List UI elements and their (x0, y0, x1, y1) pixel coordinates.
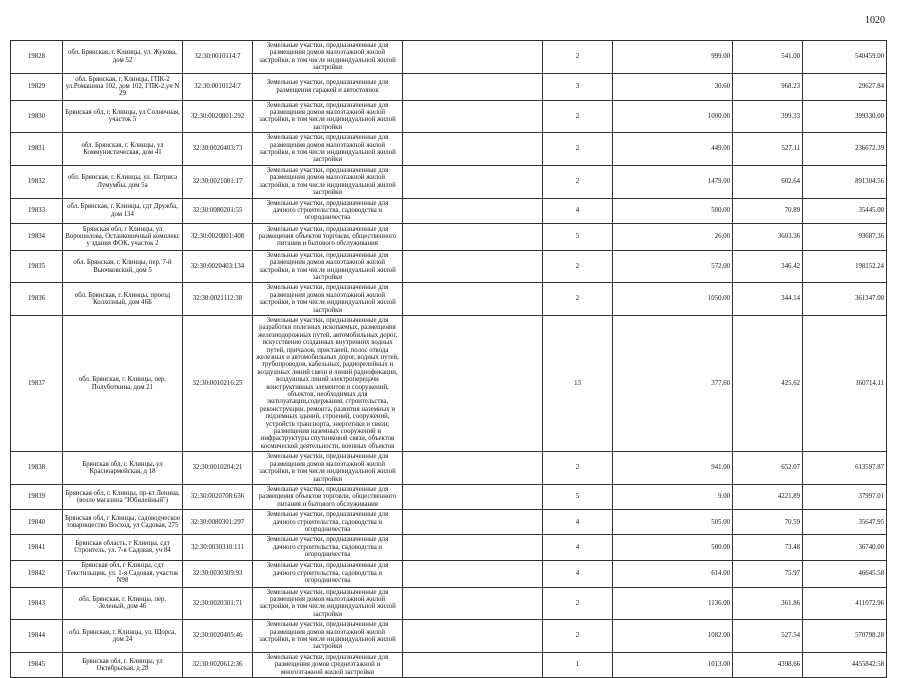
use-group-cell: 2 (543, 620, 613, 653)
row-number: 19831 (11, 133, 63, 166)
specific-value-cell: 70.89 (733, 198, 803, 223)
area-cell: 449.00 (613, 133, 733, 166)
specific-value-cell: 4221.89 (733, 484, 803, 509)
cadastral-number-cell: 32:30:0030310:111 (183, 535, 253, 560)
cadastral-value-cell: 198152.24 (803, 250, 887, 283)
address-cell: обл. Брянская, г. Клинцы, пер. Полуботкина, дом 21 (63, 315, 183, 451)
cadastral-value-cell: 570798.28 (803, 620, 887, 653)
cadastral-number-cell: 32:30:0020801:408 (183, 223, 253, 250)
area-cell: 30.60 (613, 73, 733, 100)
cadastral-number-cell: 32:30:0021001:17 (183, 165, 253, 198)
row-number: 19836 (11, 283, 63, 316)
permitted-use-cell: Земельные участки, предназначенные для размещения домов малоэтажной жилой застройки, в том числе индивидуальной жилой застройки (253, 250, 403, 283)
row-number: 19830 (11, 100, 63, 133)
specific-value-cell: 968.23 (733, 73, 803, 100)
area-cell: 1136.00 (613, 587, 733, 620)
cadastral-value-cell: 35445.00 (803, 198, 887, 223)
use-group-cell: 3 (543, 73, 613, 100)
blank-cell (403, 535, 543, 560)
table-row (11, 315, 887, 451)
area-cell: 999.00 (613, 41, 733, 74)
cadastral-value-cell: 160714.11 (803, 315, 887, 451)
row-number: 19843 (11, 587, 63, 620)
cadastral-number-cell: 32:30:0020301:71 (183, 587, 253, 620)
table-row (11, 560, 887, 587)
cadastral-value-cell: 236672.39 (803, 133, 887, 166)
table-row (11, 198, 887, 223)
blank-cell (403, 41, 543, 74)
area-cell: 500.00 (613, 535, 733, 560)
area-cell: 1013.00 (613, 652, 733, 677)
cadastral-value-cell: 37997.01 (803, 484, 887, 509)
page-number: 1020 (865, 15, 885, 26)
use-group-cell: 4 (543, 560, 613, 587)
row-number: 19842 (11, 560, 63, 587)
cadastral-number-cell: 32:30:0021112:38 (183, 283, 253, 316)
area-cell: 500.00 (613, 198, 733, 223)
cadastral-value-cell: 29627.84 (803, 73, 887, 100)
use-group-cell: 4 (543, 198, 613, 223)
address-cell: Брянская обл, г Клинцы, сдт Текстильщик, ул. 1-я Садовая, участок N98 (63, 560, 183, 587)
table-row (11, 620, 887, 653)
table-row (11, 223, 887, 250)
cadastral-value-cell: 93687.36 (803, 223, 887, 250)
use-group-cell: 4 (543, 510, 613, 535)
permitted-use-cell: Земельные участки, предназначенные для размещения домов малоэтажной жилой застройки, в том числе индивидуальной жилой застройки (253, 283, 403, 316)
permitted-use-cell: Земельные участки, предназначенные для разработки полезных ископаемых, размещения железнодорожных путей, автомобильных дорог, искусственно созданных внутренних водных путей, причалов, пристаней, полос отвода железных и автомобильных дорог, водных путей, трубопроводов, кабельных, радиорелейных и воздушных линий связи и линий радиофикации, воздушных линий электропередачи конструктивных элементов и сооружений, объектов, необходимых для эксплуатации,содержания, строительства, реконструкции, ремонта, развития наземных и подземных зданий, строений, сооружений, устройств транспорта, энергетики и связи; размещения наземных сооружений и инфраструктуры спутниковой связи, объектов космической деятельности, военных объектов (253, 315, 403, 451)
cadastral-number-cell: 32:30:0020403:73 (183, 133, 253, 166)
area-cell: 505.00 (613, 510, 733, 535)
permitted-use-cell: Земельные участки, предназначенные для дачного строительства, садоводства и огородничества (253, 510, 403, 535)
use-group-cell: 1 (543, 652, 613, 677)
cadastral-value-cell: 540459.00 (803, 41, 887, 74)
area-cell: 1082.00 (613, 620, 733, 653)
table-row (11, 165, 887, 198)
specific-value-cell: 361.86 (733, 587, 803, 620)
cadastral-value-cell: 399330.00 (803, 100, 887, 133)
table-row (11, 510, 887, 535)
area-cell: 26.00 (613, 223, 733, 250)
address-cell: обл. Брянская, г. Клинцы, ул Коммунистическая, дом 41 (63, 133, 183, 166)
blank-cell (403, 250, 543, 283)
use-group-cell: 2 (543, 41, 613, 74)
specific-value-cell: 346.42 (733, 250, 803, 283)
cadastral-value-cell: 46645.58 (803, 560, 887, 587)
row-number: 19829 (11, 73, 63, 100)
use-group-cell: 2 (543, 452, 613, 485)
permitted-use-cell: Земельные участки, предназначенные для размещения домов малоэтажной жилой застройки, в том числе индивидуальной жилой застройки (253, 41, 403, 74)
address-cell: обл. Брянская, г. Клинцы, проезд Колхозный, дом 46Б (63, 283, 183, 316)
area-cell: 941.00 (613, 452, 733, 485)
permitted-use-cell: Земельные участки, предназначенные для дачного строительства, садоводства и огородничества (253, 198, 403, 223)
blank-cell (403, 198, 543, 223)
address-cell: обл. Брянская, г. Клинцы, ГПК-2 ул.Ромашина 102, дом 102, ГПК-2,уч N 29 (63, 73, 183, 100)
specific-value-cell: 399.33 (733, 100, 803, 133)
address-cell: Брянская обл, г. Клинцы, ул Октябрьская, д 28 (63, 652, 183, 677)
use-group-cell: 2 (543, 283, 613, 316)
blank-cell (403, 484, 543, 509)
row-number: 19841 (11, 535, 63, 560)
permitted-use-cell: Земельные участки, предназначенные для дачного строительства, садоводства и огородничества (253, 535, 403, 560)
cadastral-number-cell: 32:30:0010124:7 (183, 73, 253, 100)
cadastral-number-cell: 32:30:0010216:25 (183, 315, 253, 451)
area-cell: 9.00 (613, 484, 733, 509)
address-cell: обл. Брянская, г. Клинцы, ул. Патриса Лумумбы, дом 5а (63, 165, 183, 198)
area-cell: 572.00 (613, 250, 733, 283)
blank-cell (403, 587, 543, 620)
address-cell: обл. Брянская, г. Клинцы, сдт Дружба, дом 134 (63, 198, 183, 223)
row-number: 19832 (11, 165, 63, 198)
cadastral-number-cell: 32:30:0020403:134 (183, 250, 253, 283)
table-row (11, 652, 887, 677)
use-group-cell: 2 (543, 133, 613, 166)
blank-cell (403, 620, 543, 653)
permitted-use-cell: Земельные участки, предназначенные для размещения домов малоэтажной жилой застройки, в том числе индивидуальной жилой застройки (253, 452, 403, 485)
cadastral-number-cell: 32:30:0020708:636 (183, 484, 253, 509)
permitted-use-cell: Земельные участки, предназначенные для дачного строительства, садоводства и огородничества (253, 560, 403, 587)
area-cell: 1000.00 (613, 100, 733, 133)
cadastral-value-cell: 891304.56 (803, 165, 887, 198)
permitted-use-cell: Земельные участки, предназначенные для размещения домов малоэтажной жилой застройки, в том числе индивидуальной жилой застройки (253, 100, 403, 133)
permitted-use-cell: Земельные участки, предназначенные для размещения домов малоэтажной жилой застройки, в том числе индивидуальной жилой застройки (253, 165, 403, 198)
specific-value-cell: 3603.36 (733, 223, 803, 250)
permitted-use-cell: Земельные участки, предназначенные для размещения домов среднеэтажной и многоэтажной жилой застройки (253, 652, 403, 677)
specific-value-cell: 527.54 (733, 620, 803, 653)
specific-value-cell: 70.59 (733, 510, 803, 535)
specific-value-cell: 527.11 (733, 133, 803, 166)
blank-cell (403, 100, 543, 133)
cadastral-number-cell: 32:30:0080201:55 (183, 198, 253, 223)
address-cell: обл. Брянская, г. Клинцы, пер. 7-й Вьючковский, дом 5 (63, 250, 183, 283)
address-cell: Брянская обл, г. Клинцы, ул Красноармейская, д 18 (63, 452, 183, 485)
use-group-cell: 4 (543, 535, 613, 560)
table-row (11, 73, 887, 100)
blank-cell (403, 452, 543, 485)
blank-cell (403, 73, 543, 100)
cadastral-number-cell: 32:30:0020612:36 (183, 652, 253, 677)
specific-value-cell: 541.00 (733, 41, 803, 74)
area-cell: 1479.00 (613, 165, 733, 198)
blank-cell (403, 133, 543, 166)
address-cell: Брянская обл, г Клинцы, ул Ворошилова, Останковичный комплекс у здания ФОК, участок 2 (63, 223, 183, 250)
address-cell: Брянская обл, г. Клинцы, пр-кт Ленина, (возле магазина "Юбилейный") (63, 484, 183, 509)
table-row (11, 250, 887, 283)
blank-cell (403, 510, 543, 535)
use-group-cell: 2 (543, 100, 613, 133)
row-number: 19839 (11, 484, 63, 509)
blank-cell (403, 315, 543, 451)
table-row (11, 452, 887, 485)
specific-value-cell: 652.07 (733, 452, 803, 485)
table-row (11, 535, 887, 560)
row-number: 19833 (11, 198, 63, 223)
area-cell: 614.00 (613, 560, 733, 587)
permitted-use-cell: Земельные участки, предназначенные для размещения объектов торговли, общественного питания и бытового обслуживания (253, 223, 403, 250)
address-cell: Брянская обл, г Клинцы, садоводческое товарищество Восход, ул Садовая, 275 (63, 510, 183, 535)
permitted-use-cell: Земельные участки, предназначенные для размещения гаражей и автостоянок (253, 73, 403, 100)
permitted-use-cell: Земельные участки, предназначенные для размещения домов малоэтажной жилой застройки, в том числе индивидуальной жилой застройки (253, 620, 403, 653)
cadastral-number-cell: 32:30:0080301:297 (183, 510, 253, 535)
cadastral-value-table (10, 40, 887, 678)
address-cell: Брянская область, г Клинцы, сдт Строитель, ул. 7-я Садовая, уч 84 (63, 535, 183, 560)
cadastral-number-cell: 32:30:0010204:21 (183, 452, 253, 485)
table-row (11, 587, 887, 620)
use-group-cell: 2 (543, 587, 613, 620)
address-cell: обл. Брянская, г. Клинцы, ул. Щорса, дом 24 (63, 620, 183, 653)
row-number: 19835 (11, 250, 63, 283)
address-cell: обл. Брянская, г. Клинцы, пер. Зеленый, дом 46 (63, 587, 183, 620)
row-number: 19834 (11, 223, 63, 250)
cadastral-value-cell: 35647.95 (803, 510, 887, 535)
cadastral-value-cell: 36740.00 (803, 535, 887, 560)
blank-cell (403, 283, 543, 316)
area-cell: 1050.00 (613, 283, 733, 316)
cadastral-number-cell: 32:30:0010114:7 (183, 41, 253, 74)
use-group-cell: 13 (543, 315, 613, 451)
table-row (11, 484, 887, 509)
cadastral-value-cell: 361347.00 (803, 283, 887, 316)
specific-value-cell: 4398.66 (733, 652, 803, 677)
permitted-use-cell: Земельные участки, предназначенные для размещения объектов торговли, общественного питания и бытового обслуживания (253, 484, 403, 509)
blank-cell (403, 223, 543, 250)
row-number: 19838 (11, 452, 63, 485)
permitted-use-cell: Земельные участки, предназначенные для размещения домов малоэтажной жилой застройки, в том числе индивидуальной жилой застройки (253, 133, 403, 166)
row-number: 19837 (11, 315, 63, 451)
blank-cell (403, 165, 543, 198)
address-cell: обл. Брянская, г. Клинцы, ул. Жукова, дом 52 (63, 41, 183, 74)
specific-value-cell: 73.48 (733, 535, 803, 560)
address-cell: Брянская обл, г. Клинцы, ул Солнечная, участок 5 (63, 100, 183, 133)
table-row (11, 41, 887, 74)
blank-cell (403, 560, 543, 587)
use-group-cell: 2 (543, 165, 613, 198)
row-number: 19828 (11, 41, 63, 74)
specific-value-cell: 75.97 (733, 560, 803, 587)
use-group-cell: 2 (543, 250, 613, 283)
use-group-cell: 5 (543, 484, 613, 509)
specific-value-cell: 425.62 (733, 315, 803, 451)
cadastral-value-cell: 411072.96 (803, 587, 887, 620)
cadastral-value-cell: 613597.87 (803, 452, 887, 485)
table-row (11, 283, 887, 316)
cadastral-value-cell: 4455842.58 (803, 652, 887, 677)
row-number: 19844 (11, 620, 63, 653)
blank-cell (403, 652, 543, 677)
row-number: 19845 (11, 652, 63, 677)
permitted-use-cell: Земельные участки, предназначенные для размещения домов малоэтажной жилой застройки, в том числе индивидуальной жилой застройки (253, 587, 403, 620)
cadastral-number-cell: 32:30:0020801:292 (183, 100, 253, 133)
cadastral-number-cell: 32:30:0020405:46 (183, 620, 253, 653)
cadastral-number-cell: 32:30:0030309:93 (183, 560, 253, 587)
row-number: 19840 (11, 510, 63, 535)
table-row (11, 100, 887, 133)
use-group-cell: 5 (543, 223, 613, 250)
area-cell: 377.60 (613, 315, 733, 451)
specific-value-cell: 344.14 (733, 283, 803, 316)
specific-value-cell: 602.64 (733, 165, 803, 198)
table-row (11, 133, 887, 166)
